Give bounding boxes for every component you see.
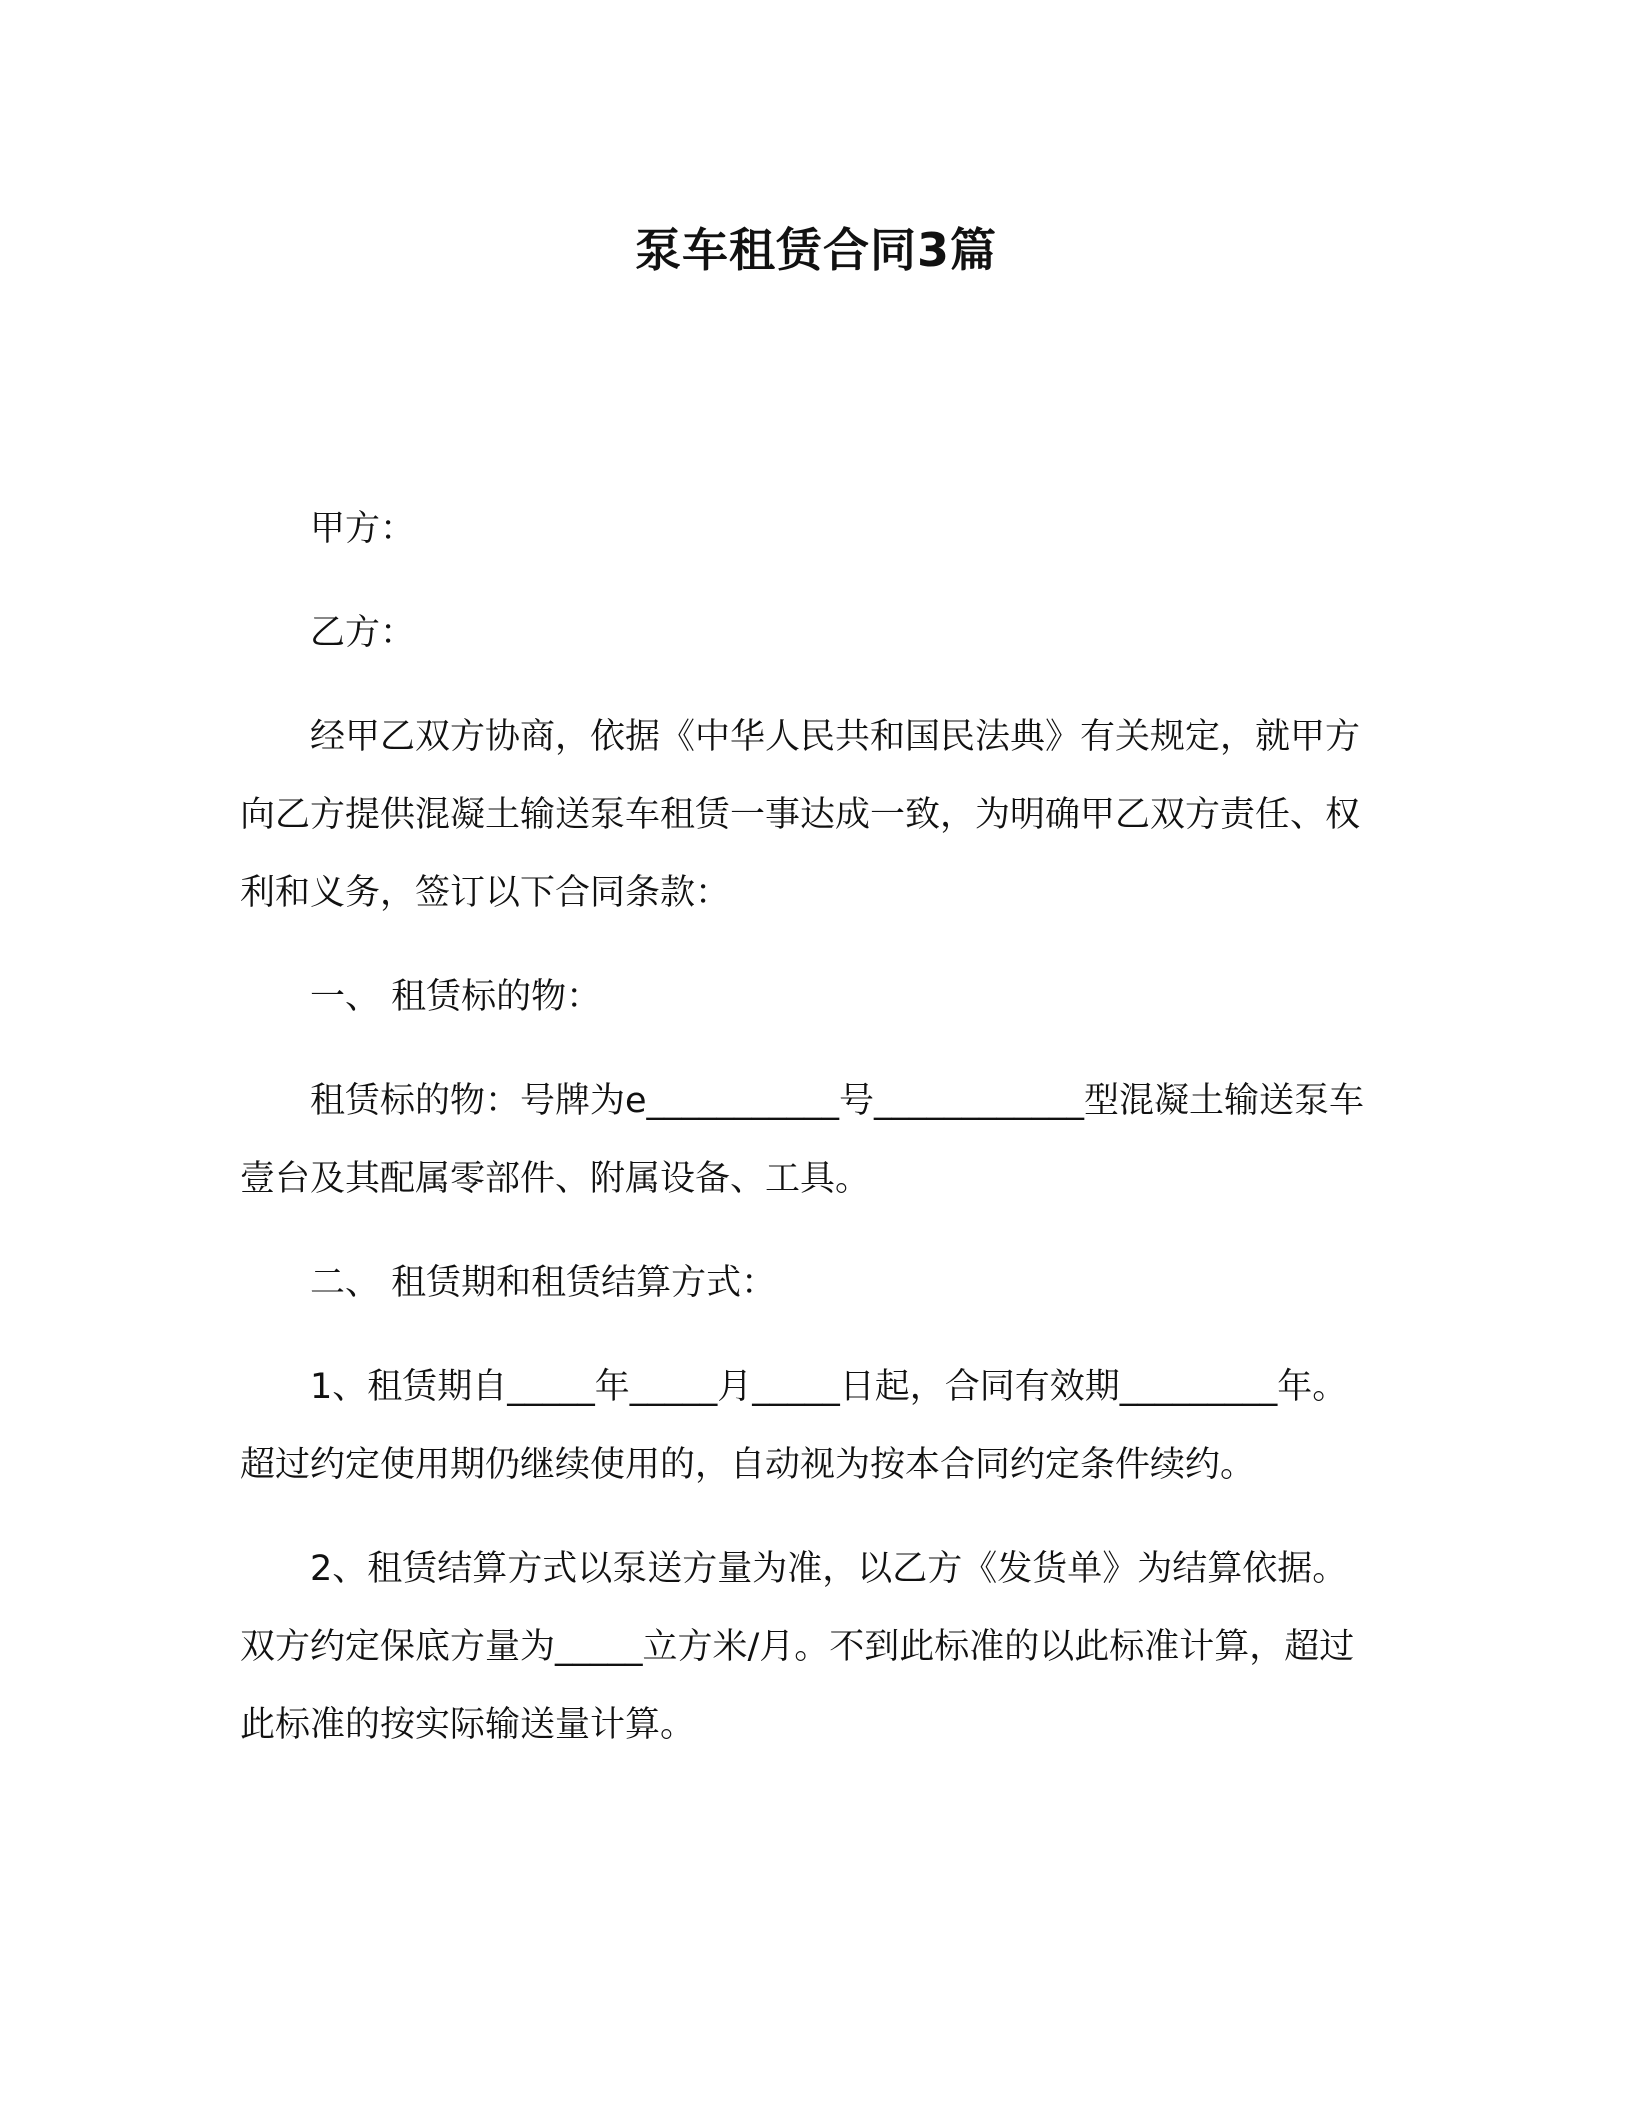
party-a-line: 甲方： [310, 509, 416, 549]
document-title: 泵车租赁合同3篇 [634, 223, 997, 277]
clause-2-2: 2、租赁结算方式以泵送方量为准，以乙方《发货单》为结算依据。双方约定保底方量为_____立方米/月。不到此标准的以此标准计算，超过此标准的按实际输送量计算。 [240, 1549, 1355, 1745]
section-1-heading: 一、 租赁标的物： [310, 977, 602, 1017]
section-1-body: 租赁标的物：号牌为e___________号____________型混凝土输送泵车壹台及其配属零部件、附属设备、工具。 [240, 1081, 1365, 1199]
document-body [240, 490, 1380, 1790]
section-2-heading: 二、 租赁期和租赁结算方式： [310, 1263, 777, 1303]
intro-paragraph: 经甲乙双方协商，依据《中华人民共和国民法典》有关规定，就甲方向乙方提供混凝土输送泵车租赁一事达成一致，为明确甲乙双方责任、权利和义务，签订以下合同条款： [240, 717, 1361, 913]
clause-2-1: 1、租赁期自_____年_____月_____日起，合同有效期_________年。超过约定使用期仍继续使用的，自动视为按本合同约定条件续约。 [240, 1367, 1348, 1485]
party-b-line: 乙方： [310, 613, 416, 653]
